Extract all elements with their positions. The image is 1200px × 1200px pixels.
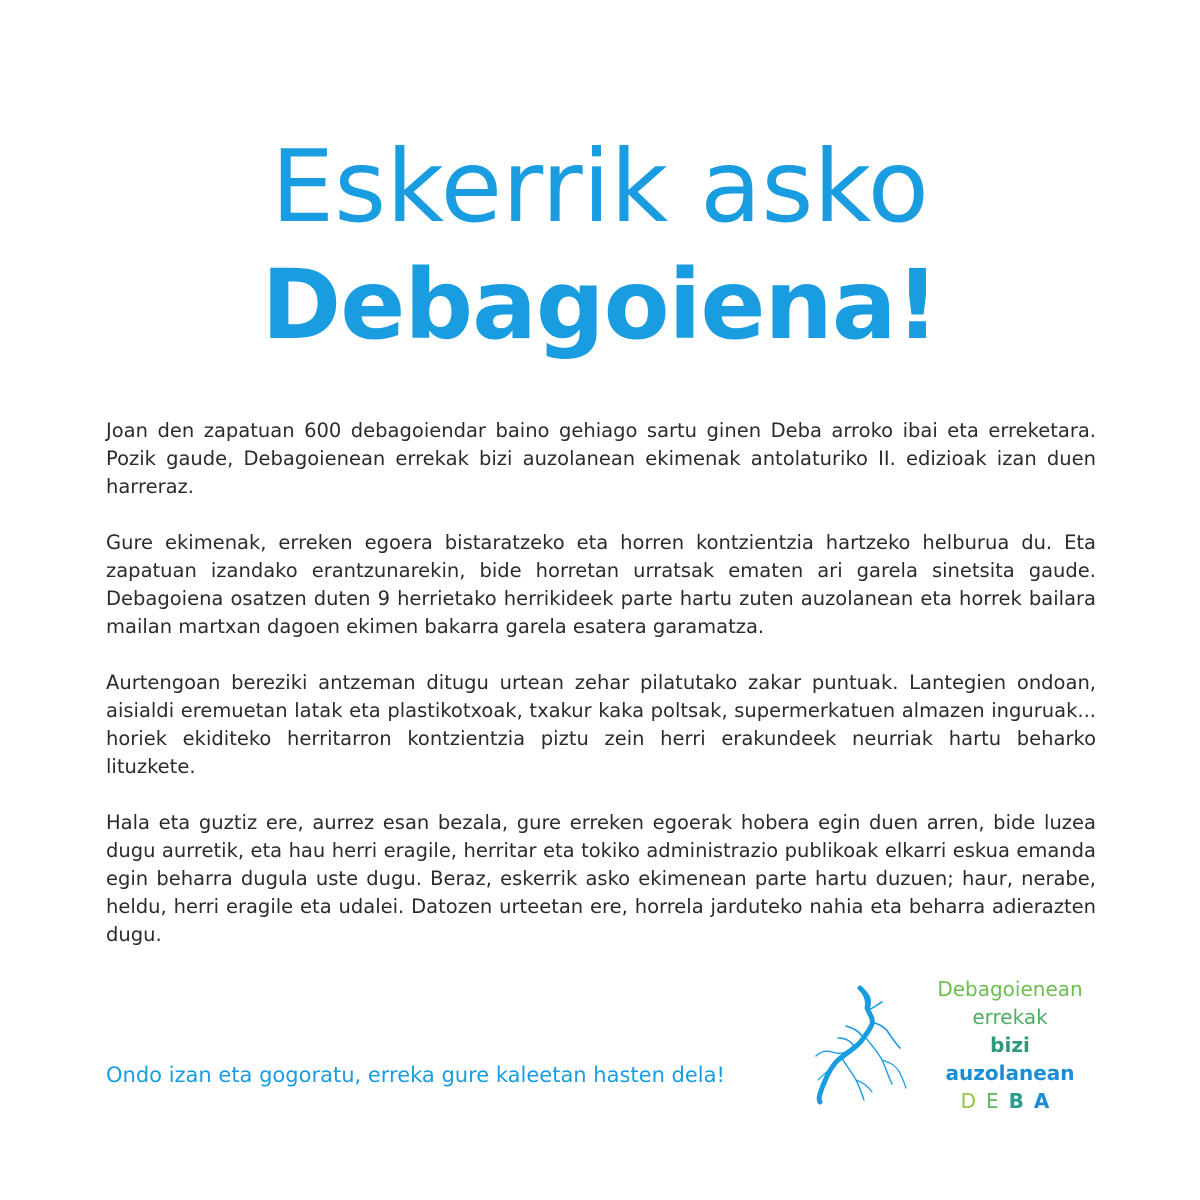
paragraph-2: Gure ekimenak, erreken egoera bistaratzeko eta horren kontzientzia hartzeko helburua du. Eta zapatuan izandako erantzunarekin, bide horretan urratsak ematen ari garela sinetsita gaude. Debagoiena osatzen duten 9 herrietako herrikideek parte hartu zuten auzolanean eta horrek bailara mailan martxan dagoen ekimen bakarra garela esatera garamatza. bbox=[106, 531, 1096, 638]
logo-letter-b: B bbox=[1008, 1089, 1034, 1113]
paragraph-1: Joan den zapatuan 600 debagoiendar baino gehiago sartu ginen Deba arroko ibai eta erreketara. Pozik gaude, Debagoienean errekak bizi auzolanean ekimenak antolaturiko II. edizioak izan duen harreraz. bbox=[106, 419, 1096, 498]
logo-deba bbox=[920, 1087, 1100, 1115]
body-text bbox=[106, 417, 1096, 977]
paragraph-4: Hala eta guztiz ere, aurrez esan bezala, gure erreken egoerak hobera egin duen arren, bide luzea dugu aurretik, eta hau herri eragile, herritar eta tokiko administrazio publikoak elkarri eskua emanda egin beharra dugula uste dugu. Beraz, eskerrik asko ekimenean parte hartu duzuen; haur, nerabe, heldu, herri eragile eta udalei. Datozen urteetan ere, horrela jarduteko nahia eta beharra adierazten dugu. bbox=[106, 811, 1096, 946]
river-icon bbox=[808, 980, 918, 1110]
logo-letter-e: E bbox=[986, 1089, 1009, 1113]
page-title bbox=[0, 128, 1200, 364]
paragraph-3: Aurtengoan bereziki antzeman ditugu urtean zehar pilatutako zakar puntuak. Lantegien ondoan, aisialdi eremuetan latak eta plastikotxoak, txakur kaka poltsak, supermerkatuen almazen inguruak... horiek ekiditeko herritarron kontzientzia piztu zein herri erakundeek neurriak hartu beharko lituzkete. bbox=[106, 671, 1096, 778]
title-line-2: Debagoiena! bbox=[261, 249, 939, 361]
logo-letter-d: D bbox=[960, 1089, 987, 1113]
logo-line-3: bizi bbox=[990, 1033, 1030, 1057]
title-line-1: Eskerrik asko bbox=[270, 128, 929, 245]
logo-line-1: Debagoienean bbox=[937, 977, 1083, 1001]
logo-line-2: errekak bbox=[972, 1005, 1048, 1029]
logo-text bbox=[920, 975, 1100, 1115]
logo-letter-a: A bbox=[1033, 1089, 1060, 1113]
closing-message: Ondo izan eta gogoratu, erreka gure kaleetan hasten dela! bbox=[106, 1063, 725, 1087]
logo-line-4: auzolanean bbox=[945, 1061, 1075, 1085]
